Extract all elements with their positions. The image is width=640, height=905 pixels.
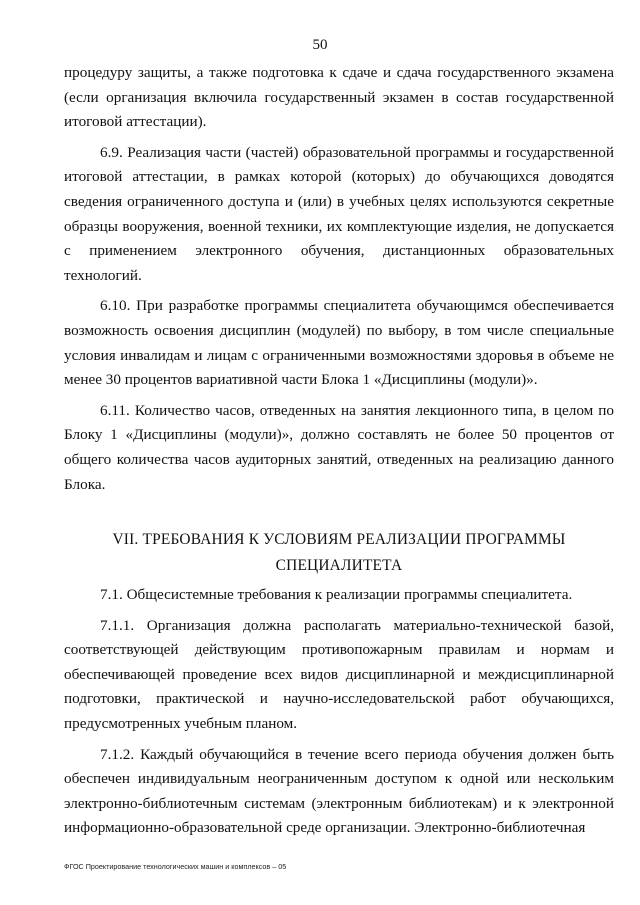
section-heading-line-1: VII. ТРЕБОВАНИЯ К УСЛОВИЯМ РЕАЛИЗАЦИИ ПРОГРАММЫ — [112, 531, 566, 549]
paragraph-continuation: процедуру защиты, а также подготовка к сдаче и сдача государственного экзамена (если организация включила государственный экзамен в состав государственной итоговой аттестации). — [64, 64, 614, 131]
section-heading — [64, 527, 614, 579]
paragraph-7-1-1: 7.1.1. Организация должна располагать материально-технической базой, соответствующей действующим противопожарным правилам и нормам и обеспечивающей проведение всех видов дисциплинарной и междисциплинарной подготовки, практической и научно-исследовательской работ обучающихся, предусмотренных учебным планом. — [64, 616, 614, 733]
page-number: 50 — [312, 37, 328, 53]
paragraph-6-11: 6.11. Количество часов, отведенных на занятия лекционного типа, в целом по Блоку 1 «Дисциплины (модули)», должно составлять не более 50 процентов от общего количества часов аудиторных занятий, отведенных на реализацию данного Блока. — [64, 401, 614, 493]
section-heading-line-2: СПЕЦИАЛИТЕТА — [275, 557, 403, 575]
paragraph-6-10: 6.10. При разработке программы специалитета обучающимся обеспечивается возможность освоения дисциплин (модулей) по выбору, в том числе специальные условия инвалидам и лицам с ограниченными возможностями здоровья в объеме не менее 30 процентов вариативной части Блока 1 «Дисциплины (модули)». — [64, 297, 614, 389]
paragraph-7-1: 7.1. Общесистемные требования к реализации программы специалитета. — [100, 586, 573, 604]
page-body — [64, 61, 614, 847]
paragraph-6-9: 6.9. Реализация части (частей) образовательной программы и государственной итоговой аттестации, в рамках которой (которых) до обучающихся доводятся сведения ограниченного доступа и (или) в учебных целях используются секретные образцы вооружения, военной техники, их комплектующие изделия, не допускается с применением электронного обучения, дистанционных образовательных технологий. — [64, 143, 614, 284]
page-footer: ФГОС Проектирование технологических машин и комплексов – 05 — [64, 862, 287, 871]
paragraph-7-1-2: 7.1.2. Каждый обучающийся в течение всего периода обучения должен быть обеспечен индивидуальным неограниченным доступом к одной или нескольким электронно-библиотечным системам (электронным библиотекам) и к электронной информационно-образовательной среде организации. Электронно-библиотечная — [64, 745, 614, 837]
